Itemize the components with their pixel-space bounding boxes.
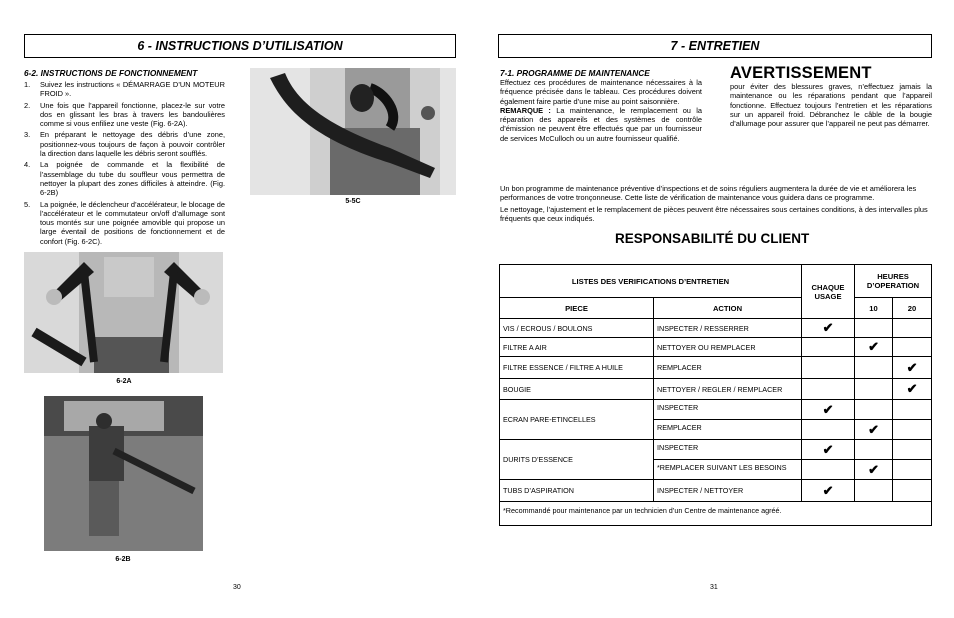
list-item: 2. Une fois que l’appareil fonctionne, placez-le sur votre dos en glissant les bras à travers les bandoulières comme si vous enfiliez une veste (Fig. 6-2A). — [24, 100, 225, 129]
list-item: 5. La poignée, le déclencheur d’accélérateur, le blocage de l’accélérateur et le commutateur on/off d’allumage sont tous montés sur une poignée amovible qui propose un large éventail de positions de fonctionnement et de confort (Fig. 6-2C). — [24, 199, 225, 246]
page-number-left: 30 — [233, 584, 241, 591]
photo-blowing-leaves — [44, 396, 203, 551]
table-row: FILTRE A AIR NETTOYER OU REMPLACER ✔ — [500, 338, 932, 357]
check-mark-icon: ✔ — [802, 440, 855, 460]
table-row: TUBS D’ASPIRATION INSPECTER / NETTOYER ✔ — [500, 480, 932, 502]
list-item: 4. La poignée de commande et la flexibilité de l’assemblage du tube du souffleur vous permettra de nettoyer la plupart des zones difficiles à atteindre. (Fig. 6-2B) — [24, 160, 225, 198]
check-mark-icon: ✔ — [855, 460, 893, 480]
table-row: DURITS D’ESSENCE INSPECTER ✔ — [500, 440, 932, 460]
fig-caption-5c: 5-5C — [345, 198, 361, 205]
check-mark-icon: ✔ — [855, 420, 893, 440]
table-footnote-row — [500, 502, 932, 526]
check-mark-icon: ✔ — [893, 379, 932, 400]
table-row: BOUGIE NETTOYER / REGLER / REMPLACER ✔ — [500, 379, 932, 400]
table-row: REMPLACER ✔ — [500, 420, 932, 440]
check-mark-icon: ✔ — [893, 357, 932, 379]
left-section-title: 6 - INSTRUCTIONS D’UTILISATION — [24, 34, 456, 58]
fig-caption-6b: 6-2B — [115, 556, 131, 563]
warning-title: AVERTISSEMENT — [730, 64, 872, 82]
table-header-20: 20 — [893, 298, 932, 319]
list-item: 1. Suivez les instructions « DÉMARRAGE D’UN MOTEUR FROID ». — [24, 80, 225, 99]
table-row: *REMPLACER SUIVANT LES BESOINS ✔ — [500, 460, 932, 480]
right-sub-heading: 7-1. PROGRAMME DE MAINTENANCE — [500, 68, 650, 78]
photo-blower-handle — [250, 68, 456, 195]
table-header-heures: HEURES D’OPERATION — [855, 265, 932, 298]
maintenance-intro: Effectuez ces procédures de maintenance nécessaires à la fréquence précisée dans le tableau. Ces procédures doivent également faire partie d’une mise au point saisonnière. REMARQUE : La maintenance, le remplacement ou la réparation des appareils et des systèmes de contrôle d’émission ne peuvent être effectués que par un fournisseur de services McCulloch ou un autre fournisseur qualifié. — [500, 78, 702, 143]
check-mark-icon: ✔ — [802, 480, 855, 502]
table-row: VIS / ECROUS / BOULONS INSPECTER / RESSERRER ✔ — [500, 319, 932, 338]
table-row: ECRAN PARE-ETINCELLES INSPECTER ✔ — [500, 400, 932, 420]
left-sub-heading: 6-2. INSTRUCTIONS DE FONCTIONNEMENT — [24, 68, 198, 78]
check-mark-icon: ✔ — [802, 319, 855, 338]
table-footnote: *Recommandé pour maintenance par un technicien d’un Centre de maintenance agréé. — [500, 502, 932, 526]
page-number-right: 31 — [710, 584, 718, 591]
instruction-list — [24, 80, 225, 248]
check-mark-icon: ✔ — [802, 400, 855, 420]
fig-caption-6a: 6-2A — [116, 378, 132, 385]
photo-backpack-straps — [24, 252, 223, 373]
responsibility-title: RESPONSABILITÉ DU CLIENT — [615, 231, 810, 246]
check-mark-icon: ✔ — [855, 338, 893, 357]
warning-text: pour éviter des blessures graves, n’effectuez jamais la maintenance ou les réparations pendant que l’appareil fonctionne. Effectuez toujours l’entretien et les réparations sur un appareil froid. Débranchez le câble de la bougie d’allumage pour assurer que l’appareil ne peut pas démarrer. — [730, 82, 932, 129]
paragraph-cleaning: Le nettoyage, l’ajustement et le remplacement de pièces peuvent être nécessaires sous certaines conditions, à des intervalles plus fréquents que ceux indiqués. — [500, 205, 928, 224]
list-item: 3. En préparant le nettoyage des débris d’une zone, positionnez-vous toujours de façon à pouvoir contrôler la direction dans laquelle les débris seront soufflés. — [24, 130, 225, 159]
table-header-action: ACTION — [654, 298, 802, 319]
table-header-lists: LISTES DES VERIFICATIONS D’ENTRETIEN — [500, 265, 802, 298]
table-header-chaque: CHAQUE USAGE — [802, 265, 855, 319]
maintenance-table — [499, 264, 932, 526]
table-header-10: 10 — [855, 298, 893, 319]
paragraph-maintenance-program: Un bon programme de maintenance préventive d’inspections et de soins réguliers augmentera la durée de vie et améliorera les performances de votre tronçonneuse. Cette liste de vérification de maintenance vous guidera dans ce programme. — [500, 184, 917, 203]
remarque-paragraph: REMARQUE : La maintenance, le remplacement ou la réparation des appareils et des systèmes de contrôle d’émission ne peuvent être effectués que par un fournisseur de services McCulloch ou un autre fournisseur qualifié. — [500, 105, 702, 143]
right-section-title: 7 - ENTRETIEN — [498, 34, 932, 58]
table-header-piece: PIECE — [500, 298, 654, 319]
table-row: FILTRE ESSENCE / FILTRE A HUILE REMPLACER ✔ — [500, 357, 932, 379]
